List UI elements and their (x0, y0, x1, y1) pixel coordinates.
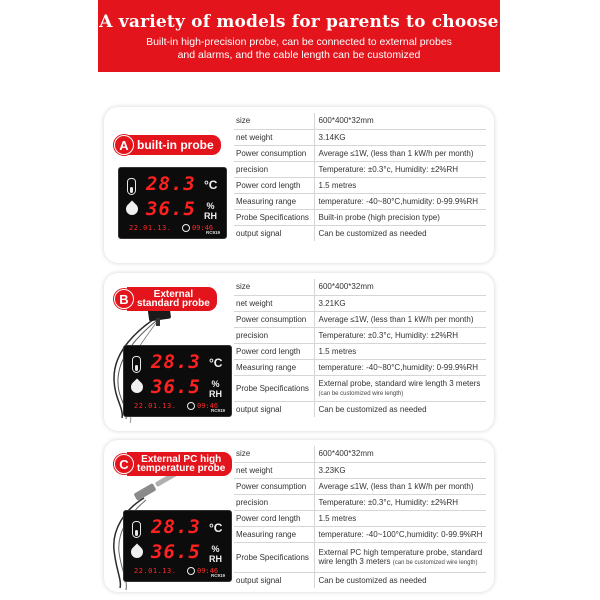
temperature-reading: 28.3 (151, 351, 201, 373)
subtitle-line-2: and alarms, and the cable length can be customized (177, 49, 421, 61)
spec-label: precision (234, 494, 314, 510)
product-image-b (104, 273, 234, 431)
humidity-unit: % RH (209, 379, 222, 399)
spec-value: 3.14KG (314, 129, 486, 145)
spec-label: size (234, 279, 314, 295)
spec-table-c (234, 446, 486, 588)
thermometer-icon (127, 178, 136, 195)
humidity-unit: % RH (209, 544, 222, 564)
spec-label: precision (234, 161, 314, 177)
spec-label: Measuring range (234, 359, 314, 375)
model-number: RC919 (205, 230, 220, 235)
thermometer-icon (132, 521, 141, 538)
spec-value: 1.5 metres (314, 343, 486, 359)
spec-value: temperature: -40~80°C,humidity: 0-99.9%RH (314, 193, 486, 209)
time-reading: 09:46 (197, 402, 219, 410)
temperature-unit: °C (209, 521, 223, 535)
water-drop-icon (129, 544, 146, 561)
spec-value: temperature: -40~80°C,humidity: 0-99.9%RH (314, 359, 486, 375)
temperature-unit: °C (204, 178, 218, 192)
spec-label: output signal (234, 225, 314, 241)
clock-icon (182, 224, 190, 232)
time-reading: 09:46 (192, 224, 214, 232)
spec-label: net weight (234, 462, 314, 478)
spec-value: Can be customized as needed (318, 228, 427, 238)
spec-label: Measuring range (234, 193, 314, 209)
temperature-unit: °C (209, 356, 223, 370)
humidity-reading: 36.5 (151, 376, 201, 398)
spec-value: 3.21KG (314, 295, 486, 311)
spec-value: 3.23KG (314, 462, 486, 478)
spec-value: Built-in probe (high precision type) (314, 209, 486, 225)
model-number: RC919 (210, 573, 225, 578)
spec-label: Power consumption (234, 311, 314, 327)
spec-label: precision (234, 327, 314, 343)
spec-note: (can be customized wire length) (392, 560, 478, 566)
model-letter-badge: C (114, 454, 134, 474)
spec-label: Probe Specifications (234, 209, 314, 225)
spec-value: Can be customized as needed (318, 575, 427, 585)
spec-label: Power cord length (234, 177, 314, 193)
humidity-reading: 36.5 (146, 198, 196, 220)
temperature-reading: 28.3 (151, 516, 201, 538)
spec-value: 1.5 metres (314, 510, 486, 526)
thermometer-icon (132, 356, 141, 373)
spec-value: 600*400*32mm (314, 113, 486, 129)
humidity-unit: % RH (204, 201, 217, 221)
spec-label: net weight (234, 129, 314, 145)
spec-value: Average ≤1W, (less than 1 kW/h per month) (314, 478, 486, 494)
model-letter-badge: B (114, 289, 134, 309)
model-tag-c (114, 454, 232, 474)
water-drop-icon (124, 201, 141, 218)
spec-value: External PC high temperature probe, standard wire length 3 meters (can be customized wire length) (314, 542, 486, 572)
spec-label: net weight (234, 295, 314, 311)
spec-label: Power cord length (234, 343, 314, 359)
date-reading: 22.01.13. (134, 402, 177, 410)
model-number: RC919 (210, 408, 225, 413)
spec-label: size (234, 113, 314, 129)
header-banner (98, 0, 500, 72)
spec-label: Power consumption (234, 478, 314, 494)
spec-label: output signal (234, 401, 314, 417)
time-reading: 09:46 (197, 567, 219, 575)
spec-value: 600*400*32mm (314, 446, 486, 462)
subtitle-line-1: Built-in high-precision probe, can be connected to external probes (146, 36, 452, 48)
spec-label: Probe Specifications (234, 542, 314, 572)
spec-value: 600*400*32mm (314, 279, 486, 295)
model-card-a (104, 107, 494, 263)
model-tag-b (114, 289, 217, 309)
spec-value: Average ≤1W, (less than 1 kW/h per month) (314, 311, 486, 327)
page-title: A variety of models for parents to choose (99, 12, 499, 32)
spec-value: Temperature: ±0.3°c, Humidity: ±2%RH (314, 161, 486, 177)
spec-value: temperature: -40~100°C,humidity: 0-99.9%RH (314, 526, 486, 542)
spec-table-a (234, 113, 486, 241)
spec-value: Can be customized as needed (318, 404, 427, 414)
page-subtitle (98, 36, 500, 62)
humidity-reading: 36.5 (151, 541, 201, 563)
water-drop-icon (129, 379, 146, 396)
clock-icon (187, 402, 195, 410)
spec-value: Average ≤1W, (less than 1 kW/h per month) (314, 145, 486, 161)
date-reading: 22.01.13. (129, 224, 172, 232)
thermo-hygrometer-display (123, 345, 232, 417)
model-card-b (104, 273, 494, 431)
model-name-label: built-in probe (127, 135, 221, 155)
model-name-label: External PC high temperature probe (127, 452, 232, 476)
spec-value: External probe, standard wire length 3 meters (can be customized wire length) (314, 375, 486, 401)
thermo-hygrometer-display (118, 167, 227, 239)
spec-label: Power consumption (234, 145, 314, 161)
product-image-c (104, 440, 234, 592)
model-card-c (104, 440, 494, 592)
model-letter-badge: A (114, 135, 134, 155)
spec-label: Power cord length (234, 510, 314, 526)
spec-value: 1.5 metres (314, 177, 486, 193)
spec-value: Temperature: ±0.3°c, Humidity: ±2%RH (314, 327, 486, 343)
thermo-hygrometer-display (123, 510, 232, 582)
spec-label: Probe Specifications (234, 375, 314, 401)
spec-label: size (234, 446, 314, 462)
spec-label: Measuring range (234, 526, 314, 542)
spec-label: output signal (234, 572, 314, 588)
product-image-a (104, 107, 234, 263)
temperature-reading: 28.3 (146, 173, 196, 195)
spec-table-b (234, 279, 486, 417)
clock-icon (187, 567, 195, 575)
date-reading: 22.01.13. (134, 567, 177, 575)
spec-value: Temperature: ±0.3°c, Humidity: ±2%RH (314, 494, 486, 510)
model-name-label: External standard probe (127, 287, 217, 311)
spec-note: (can be customized wire length) (318, 391, 404, 397)
model-tag-a (114, 135, 221, 155)
